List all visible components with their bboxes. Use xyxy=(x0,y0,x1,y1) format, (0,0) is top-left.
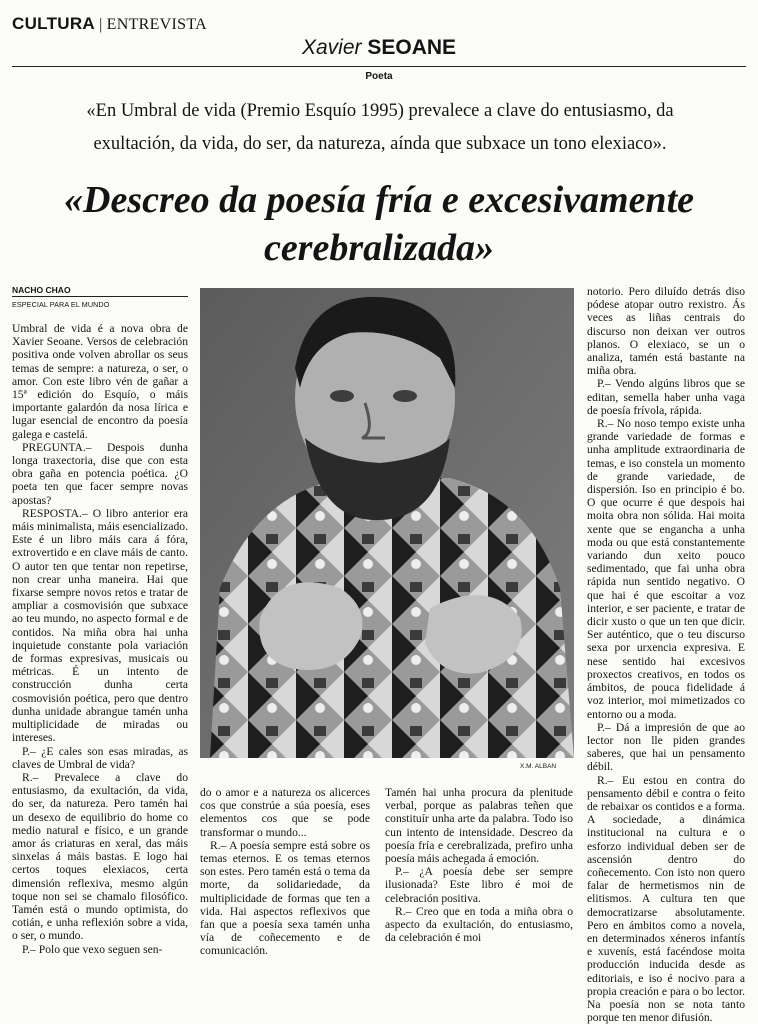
byline-rule xyxy=(12,296,188,297)
paragraph: R.– Creo que en toda a miña obra o aspecto da exultación, do entusiasmo, da celebración é moi xyxy=(385,904,573,945)
interviewee-last-name: SEOANE xyxy=(367,36,457,59)
portrait-photo-graphic xyxy=(200,288,574,758)
paragraph: R.– No noso tempo existe unha grande variedade de formas e unha amplitude extraordinaria de temas, e iso constela un momento de grande variedade, de dispersión. Iso en principio é bo. O que ocurre é que despois hai moita obra non sólida. Hai moita xente que se engancha a unha moda ou que está constantemente variando dun xeito pouco sedimentado, que fai unha obra rápida nun sentido negativo. O que hai é que escoitar a voz interior, e ser paciente, e tratar de dicir xusto o que un ten que dicir. Ser auténtico, que o teu discurso sexa por urxencia expresiva. E nese sentido hai excesivos proxectos creativos, en todos os ámbitos, de pouca fidelidade á voz interior, moi mimetizados co entorno ou a moda. xyxy=(587,417,745,721)
paragraph: do o amor e a natureza os alicerces cos que constrúe a súa poesía, eses elementos cos que se pode transformar o mundo... xyxy=(200,786,370,839)
interviewee-role: Poeta xyxy=(365,71,393,82)
subsection-name: ENTREVISTA xyxy=(106,16,208,33)
byline-name: NACHO CHAO xyxy=(12,285,71,295)
interviewee-name xyxy=(0,36,758,60)
interviewee-first-name: Xavier xyxy=(301,36,362,59)
article-column-2 xyxy=(200,786,370,958)
article-column-4 xyxy=(587,285,745,1024)
photo-credit: X.M. ALBAN xyxy=(520,763,557,770)
paragraph: Tamén hai unha procura da plenitude verbal, porque as palabras teñen que constituír unha arte da palabra. Todo iso cun intento de intensidade. Descreo da poesía fría e cerebralizada, prefiro unha poesía máis achegada á emoción. xyxy=(385,786,573,866)
header-rule xyxy=(12,66,746,67)
article-column-1 xyxy=(12,322,188,956)
paragraph: P.– Polo que vexo seguen sen- xyxy=(22,942,163,956)
paragraph: R.– Eu estou en contra do pensamento débil e contra o feito de rebaixar os contidos e a forma. A sociedade, a dinámica institucional na cultura e o esforzo individual deben ser de ascensión dentro do coñecemento. Con isto non quero falar de hermetismos nin de elitismos. A cultura ten que democratizarse absolutamente. Pero en ámbitos como a novela, en determinados xéneros infantís e xuvenís, está facéndose moita producción inducida desde as editoriais, e iso é nocivo para a propia creación e para o bo lector. Na poesía non se nota tanto porque ten menor difusión. xyxy=(587,773,745,1024)
paragraph: P.– ¿A poesía debe ser sempre ilusionada? Este libro é moi de celebración positiva. xyxy=(385,865,573,905)
paragraph: P.– ¿E cales son esas miradas, as claves de Umbral de vida? xyxy=(12,744,188,771)
paragraph: notorio. Pero diluído detrás diso pódese atopar outro rexistro. Ás veces as liñas centrais do discurso non deixan ver outros planos. O elexiaco, se un o analiza, tamén está bastante na miña obra. xyxy=(587,285,745,378)
paragraph: R.– Prevalece a clave do entusiasmo, da exultación, da vida, do ser, da natureza. Pero tamén hai un desexo de equilibrio do home co medio natural e físico, e un grande amor ás criaturas en xeral, das máis sinxelas á máis bastas. E logo hai certos toques elexiacos, certa dimensión reflexiva, mesmo algún toque non sei se chamalo filosófico. Tamén está o mundo optimista, do cotián, e unha reflexión sobre a vida, o ser, o mundo. xyxy=(12,770,188,943)
section-header xyxy=(12,14,207,34)
paragraph: R.– A poesía sempre está sobre os temas eternos. E os temas eternos son estes. Pero tamén está o tema da morte, da solidariedade, da multiplicidade de formas que ten a vida. Hai aspectos reflexivos que fan que a poesía sexa tamén unha vía de coñecemento e de comunicación. xyxy=(200,838,370,958)
paragraph: RESPOSTA.– O libro anterior era máis minimalista, máis esencializado. Este é un libro máis cara á fóra, extrovertido e en clave máis de canto. O autor ten que tentar non repetirse, non crear unha maneira. Hai que fixarse sempre novos retos e tratar de ampliar a cosmovisión que subxace ao teu mundo, no aspecto formal e de contidos. Na miña obra hai unha inquietude constante pola variación de formas expresivas, musicais ou métricas. É un intento de construcción dunha certa cosmovisión poética, pero que dentro dunha unidade abrangue tamén unha multiplicidade de miradas ou intereses. xyxy=(12,506,188,745)
paragraph: Umbral de vida é a nova obra de Xavier Seoane. Versos de celebración positiva onde volven abrollar os seus temas de sempre: a natureza, o ser, o amor. Con este libro vén de gañar a 15ª edición do Esquío, o máis importante galardón da nosa lírica e lugar esencial de encontro da poesía galega e castelá. xyxy=(12,322,188,441)
byline-description: ESPECIAL PARA EL MUNDO xyxy=(12,300,110,309)
portrait-photo xyxy=(200,288,574,758)
article-column-3 xyxy=(385,786,573,944)
headline: «Descreo da poesía fría e excesivamente cerebralizada» xyxy=(64,179,694,269)
paragraph: PREGUNTA.– Despois dunha longa traxectoria, dise que con esta obra gaña en potencia poética. ¿O poeta ten que facer sempre novas apostas? xyxy=(12,440,188,507)
paragraph: P.– Dá a impresión de que ao lector non lle piden grandes saberes, que hai un pensamento débil. xyxy=(587,720,745,774)
paragraph: P.– Vendo algúns libros que se editan, semella haber unha vaga de poesía frívola, rápida. xyxy=(587,377,745,417)
section-separator: | xyxy=(99,16,103,33)
section-name: CULTURA xyxy=(12,14,95,33)
deck-quote: «En Umbral de vida (Premio Esquío 1995) prevalece a clave do entusiasmo, da exultación, da vida, do ser, da natureza, aínda que subxace un tono elexiaco». xyxy=(86,101,674,154)
